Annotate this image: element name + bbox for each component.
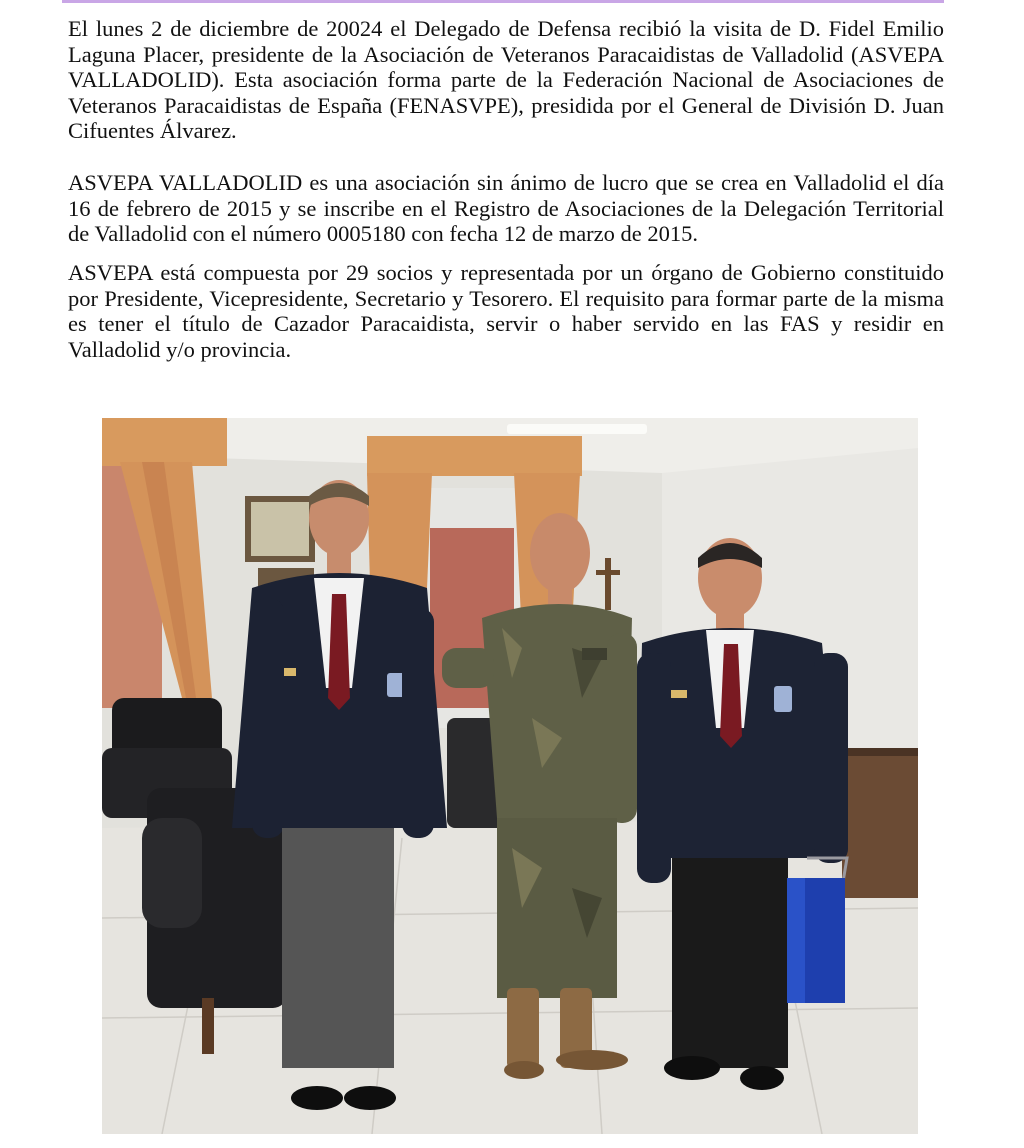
left-curtain-valance [102, 418, 227, 466]
center-curtain-valance [367, 436, 582, 476]
article-paragraph-3: ASVEPA está compuesta por 29 socios y representada por un órgano de Gobierno constituido por Presidente, Vicepresidente, Secretario y Tesorero. El requisito para formar parte de la misma es tener el título de Cazador Paracaidista, servir o haber servido en las FAS y residir en Valladolid y/o provincia. [68, 260, 944, 362]
ceiling-light [507, 424, 647, 434]
wooden-desk [842, 748, 918, 898]
article-paragraph-1: El lunes 2 de diciembre de 20024 el Delegado de Defensa recibió la visita de D. Fidel Emilio Laguna Placer, presidente de la Asociación de Veteranos Paracaidistas de Valladolid (ASVEPA VALLADOLID). Esta asociación forma parte de la Federación Nacional de Asociaciones de Veteranos Paracaidistas de España (FENASVPE), presidida por el General de División D. Juan Cifuentes Álvarez. [68, 16, 944, 143]
article-paragraph-2: ASVEPA VALLADOLID es una asociación sin ánimo de lucro que se crea en Valladolid el día 16 de febrero de 2015 y se inscribe en el Registro de Asociaciones de la Delegación Territorial de Valladolid con el número 0005180 con fecha 12 de marzo de 2015. [68, 170, 944, 246]
crucifix [605, 558, 611, 610]
blue-gift-bag [787, 858, 847, 1003]
meeting-photo [102, 418, 918, 1134]
top-divider-line [62, 0, 944, 3]
